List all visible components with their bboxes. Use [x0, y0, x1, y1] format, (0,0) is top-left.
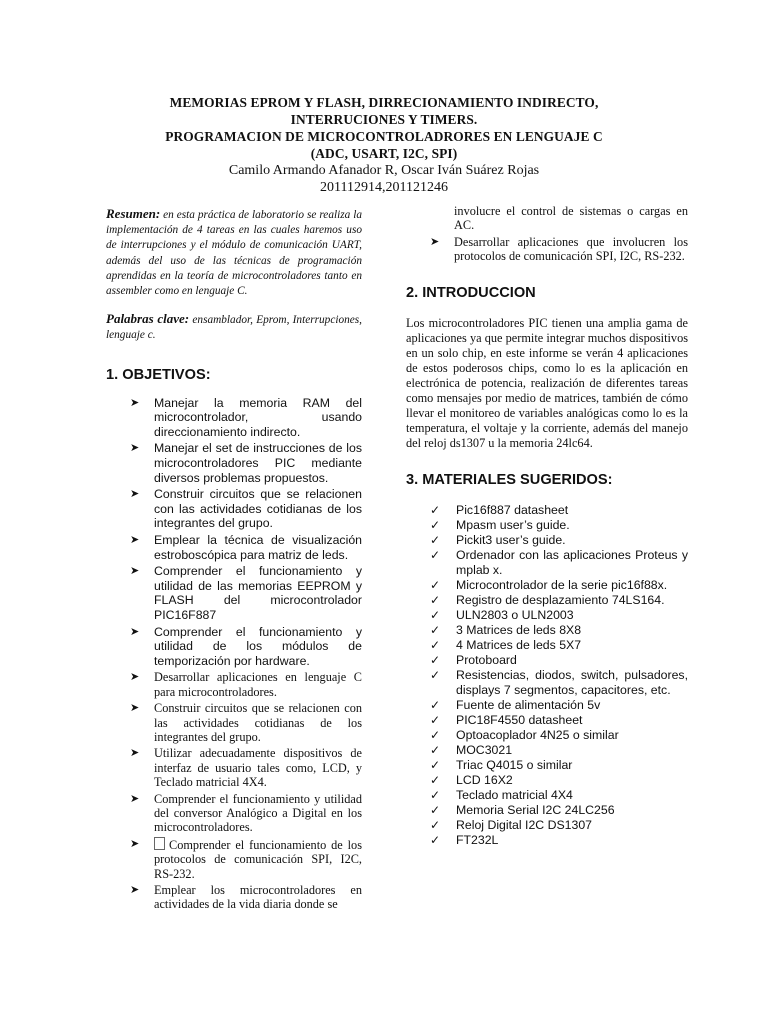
student-ids: 201112914,201121246: [320, 180, 448, 195]
check-bullet-icon: ✓: [430, 503, 441, 518]
arrow-bullet-icon: ➤: [130, 625, 140, 638]
check-bullet-icon: ✓: [430, 623, 441, 638]
list-item: ➤ Desarrollar aplicaciones que involucren los protocolos de comunicación SPI, I2C, RS-232.: [430, 234, 688, 264]
list-item: ✓ Optoacoplador 4N25 o similar: [430, 728, 619, 743]
arrow-bullet-icon: ➤: [130, 671, 140, 684]
check-bullet-icon: ✓: [430, 653, 441, 668]
list-item: ✓ Pic16f887 datasheet: [430, 503, 569, 518]
list-item: ➤ Comprender el funcionamiento y utilidad de los módulos de temporización por hardware.: [130, 624, 362, 668]
check-bullet-icon: ✓: [430, 638, 441, 653]
objetivos-list: [106, 396, 362, 912]
list-item: ✓ Microcontrolador de la serie pic16f88x.: [430, 578, 668, 593]
list-item: ✓ Triac Q4015 o similar: [430, 758, 573, 773]
introduccion-text: Los microcontroladores PIC tienen una amplia gama de aplicaciones ya que permite integrar muchos dispositivos en un solo chip, en este informe se verán 4 aplicaciones de estos poderosos chips, como lo es la aplicación en electrónica de potencia, realización de diferentes tareas como mensajes por medio de matrices, también de cómo llevar el monitoreo de variables analógicas como lo es la temperatura, el voltaje y la corriente, además del manejo del reloj ds1307 u la memoria 24lc64.: [406, 315, 688, 451]
list-item: ➤ Comprender el funcionamiento y utilidad del conversor Analógico a Digital en los microcontroladores.: [130, 791, 362, 835]
keywords: [106, 311, 362, 343]
arrow-bullet-icon: ➤: [130, 837, 140, 850]
list-item: ✓ Protoboard: [430, 653, 517, 668]
keywords-text: ensamblador, Eprom, Interrupciones, lenguaje c.: [106, 314, 363, 342]
abstract: [106, 206, 362, 299]
arrow-bullet-icon: ➤: [130, 747, 140, 760]
arrow-bullet-icon: ➤: [130, 533, 140, 546]
section-materiales-heading: 3. MATERIALES SUGERIDOS:: [406, 472, 613, 489]
list-item: ➤ Emplear la técnica de visualización estroboscópica para matriz de leds.: [130, 532, 362, 562]
list-item: ✓ ULN2803 o ULN2003: [430, 608, 574, 623]
check-bullet-icon: ✓: [430, 773, 441, 788]
check-bullet-icon: ✓: [430, 668, 441, 683]
list-item: ✓ Ordenador con las aplicaciones Proteus y mplab x.: [430, 548, 688, 578]
left-column: [106, 206, 362, 914]
title-block: [100, 94, 668, 196]
list-item: ➤ Emplear los microcontroladores en actividades de la vida diaria donde se: [130, 883, 362, 912]
arrow-bullet-icon: ➤: [430, 235, 440, 248]
list-item: ✓ Resistencias, diodos, switch, pulsadores, displays 7 segmentos, capacitores, etc.: [430, 668, 688, 698]
check-bullet-icon: ✓: [430, 518, 441, 533]
objetivos-list-continued: [406, 204, 688, 264]
list-item: ➤ Construir circuitos que se relacionen con las actividades cotidianas de los integrantes del grupo.: [130, 701, 362, 744]
check-bullet-icon: ✓: [430, 548, 441, 563]
arrow-bullet-icon: ➤: [130, 565, 140, 578]
list-item: ✓ Memoria Serial I2C 24LC256: [430, 803, 615, 818]
list-item: ➤ Utilizar adecuadamente dispositivos de interfaz de usuario tales como, LCD, y Teclado matricial 4X4.: [130, 746, 362, 790]
check-bullet-icon: ✓: [430, 533, 441, 548]
check-bullet-icon: ✓: [430, 833, 441, 848]
arrow-bullet-icon: ➤: [130, 884, 140, 896]
abstract-text: en esta práctica de laboratorio se realiza la implementación de 4 tareas en las cuales haremos uso de interrupciones y el módulo de comunicación UART, además del uso de las técnicas de programación aprendidas en la teoría de microcontroladores tanto en assembler como en lenguaje C.: [106, 209, 363, 298]
check-bullet-icon: ✓: [430, 698, 441, 713]
list-item-continuation: involucre el control de sistemas o cargas en AC.: [454, 204, 688, 233]
list-item: ✓ Mpasm user’s guide.: [430, 518, 570, 533]
check-bullet-icon: ✓: [430, 818, 441, 833]
arrow-bullet-icon: ➤: [130, 442, 140, 455]
arrow-bullet-icon: ➤: [130, 702, 140, 715]
keywords-label: Palabras clave:: [106, 311, 190, 327]
list-item: ➤ Comprender el funcionamiento y utilidad de las memorias EEPROM y FLASH del microcontrolador PIC16F887: [130, 564, 362, 622]
arrow-bullet-icon: ➤: [130, 792, 140, 805]
check-bullet-icon: ✓: [430, 788, 441, 803]
list-item: ✓ LCD 16X2: [430, 773, 513, 788]
check-bullet-icon: ✓: [430, 713, 441, 728]
title-line-2: INTERRUCIONES Y TIMERS.: [290, 112, 478, 127]
list-item: ✓ Reloj Digital I2C DS1307: [430, 818, 593, 833]
list-item: ➤ Manejar la memoria RAM del microcontrolador, usando direccionamiento indirecto.: [130, 395, 362, 439]
list-item: ✓ Teclado matricial 4X4: [430, 788, 573, 803]
arrow-bullet-icon: ➤: [130, 488, 140, 501]
list-item: ➤ Comprender el funcionamiento de los protocolos de comunicación SPI, I2C, RS-232.: [130, 837, 362, 881]
list-item: ✓ PIC18F4550 datasheet: [430, 713, 583, 728]
section-objetivos-heading: 1. OBJETIVOS:: [106, 366, 211, 383]
check-bullet-icon: ✓: [430, 593, 441, 608]
check-bullet-icon: ✓: [430, 728, 441, 743]
list-item: ✓ MOC3021: [430, 743, 513, 758]
list-item: ➤ Desarrollar aplicaciones en lenguaje C para microcontroladores.: [130, 670, 362, 699]
list-item: ✓ 4 Matrices de leds 5X7: [430, 638, 582, 653]
list-item: ✓ Pickit3 user’s guide.: [430, 533, 566, 548]
right-column: [406, 204, 688, 848]
section-introduccion-heading: 2. INTRODUCCION: [406, 284, 536, 301]
check-bullet-icon: ✓: [430, 758, 441, 773]
arrow-bullet-icon: ➤: [130, 396, 140, 409]
authors: Camilo Armando Afanador R, Oscar Iván Suárez Rojas: [228, 163, 540, 178]
list-item: ✓ Fuente de alimentación 5v: [430, 698, 601, 713]
abstract-label: Resumen:: [106, 206, 161, 221]
check-bullet-icon: ✓: [430, 608, 441, 623]
list-item: ✓ 3 Matrices de leds 8X8: [430, 623, 582, 638]
missing-glyph-icon: [154, 837, 165, 850]
list-item: ➤ Manejar el set de instrucciones de los microcontroladores PIC mediante diversos problemas propuestos.: [130, 441, 362, 485]
list-item: ➤ Construir circuitos que se relacionen con las actividades cotidianas de los integrantes del grupo.: [130, 487, 362, 531]
check-bullet-icon: ✓: [430, 578, 441, 593]
list-item: ✓ Registro de desplazamiento 74LS164.: [430, 593, 665, 608]
title-line-3: PROGRAMACION DE MICROCONTROLADRORES EN LENGUAJE C: [165, 129, 603, 144]
check-bullet-icon: ✓: [430, 803, 441, 818]
list-item: ✓ FT232L: [430, 833, 499, 848]
check-bullet-icon: ✓: [430, 743, 441, 758]
title-line-1: MEMORIAS EPROM Y FLASH, DIRRECIONAMIENTO INDIRECTO,: [169, 95, 599, 110]
materiales-list: [406, 503, 688, 848]
title-line-4: (ADC, USART, I2C, SPI): [310, 146, 458, 161]
